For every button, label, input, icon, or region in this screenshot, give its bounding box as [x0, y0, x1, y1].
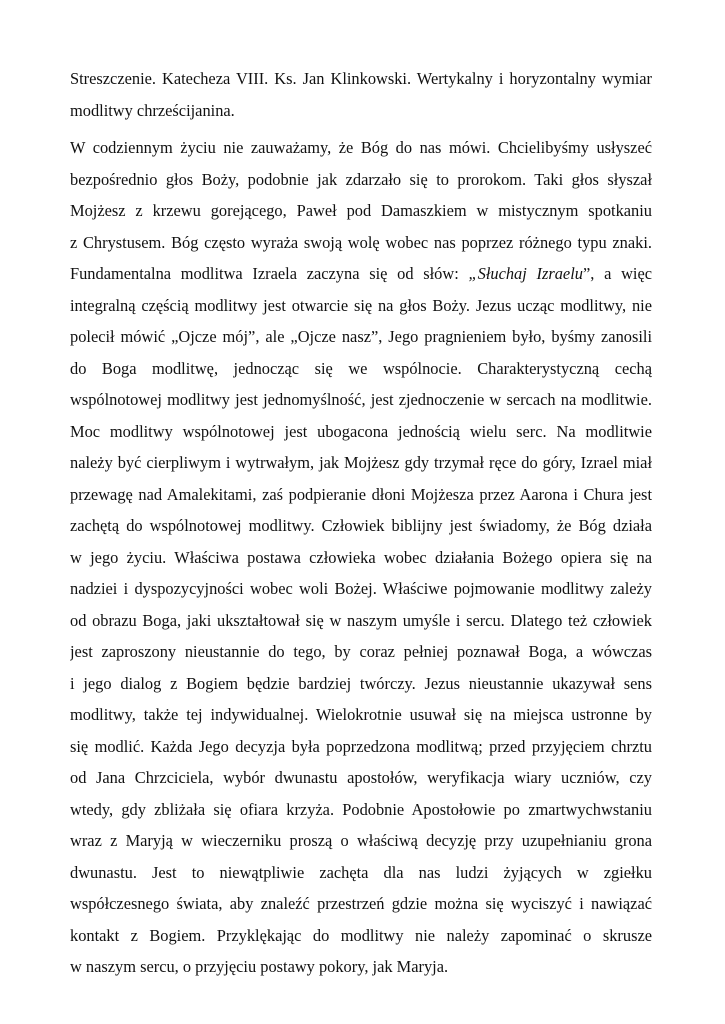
body-line: i jego dialog z Bogiem będzie bardziej twórczy. Jezus nieustannie ukazywał sens [70, 673, 652, 693]
body-line: jest zaproszony nieustannie do tego, by coraz pełniej poznawał Boga, a wówczas [70, 642, 652, 661]
body-line: od obrazu Boga, jaki ukształtował się w naszym umyśle i sercu. Dlatego też człowiek [70, 610, 652, 630]
body-line: integralną częścią modlitwy jest otwarcie się na głos Boży. Jezus ucząc modlitwy, nie [70, 295, 652, 315]
body-line-text: Fundamentalna modlitwa Izraela zaczyna się od słów: [70, 264, 459, 283]
body-line: od Jana Chrzciciela, wybór dwunastu apostołów, weryfikacja wiary uczniów, czy [70, 768, 652, 787]
body-line: przewagę nad Amalekitami, zaś podpieranie dłoni Mojżesza przez Aarona i Chura jest [70, 484, 652, 504]
body-line: współczesnego świata, aby znaleźć przestrzeń gdzie można się wyciszyć i nawiązać [70, 894, 652, 913]
body-line: modlitwy, także tej indywidualnej. Wielokrotnie usuwał się na miejsca ustronne by [70, 705, 652, 724]
body-line: wspólnotowej modlitwy jest jednomyślność, jest zjednoczenie w sercach na modlitwie. [70, 390, 652, 409]
title-line: Streszczenie. Katecheza VIII. Ks. Jan Klinkowski. Wertykalny i horyzontalny wymiar [70, 69, 652, 88]
body-line: bezpośrednio głos Boży, podobnie jak zdarzało się to prorokom. Taki głos słyszał [70, 169, 652, 189]
body-line: wraz z Maryją w wieczerniku proszą o właściwą decyzję przy uzupełnianiu grona [70, 831, 652, 850]
quote-close: ”, a więc [582, 264, 652, 283]
body-line: się modlić. Każda Jego decyzja była poprzedzona modlitwą; przed przyjęciem chrztu [70, 736, 652, 756]
document-body [70, 132, 652, 983]
body-line: dwunastu. Jest to niewątpliwie zachęta dla nas ludzi żyjących w zgiełku [70, 862, 652, 882]
body-line: należy być cierpliwym i wytrwałym, jak Mojżesz gdy trzymał ręce do góry, Izrael miał [70, 453, 652, 472]
body-line: z Chrystusem. Bóg często wyraża swoją wolę wobec nas poprzez różnego typu znaki. [70, 232, 652, 252]
body-line: Mojżesz z krzewu gorejącego, Paweł pod Damaszkiem w mistycznym spotkaniu [70, 201, 652, 220]
title-line: modlitwy chrześcijanina. [70, 100, 235, 120]
body-line-with-quote [70, 258, 652, 290]
quote-italic: „Słuchaj Izraelu [468, 264, 583, 283]
body-line: w jego życiu. Właściwa postawa człowieka wobec działania Bożego opiera się na [70, 547, 652, 567]
document-title [70, 63, 652, 126]
body-line: W codziennym życiu nie zauważamy, że Bóg do nas mówi. Chcielibyśmy usłyszeć [70, 138, 652, 157]
body-line: w naszym sercu, o przyjęciu postawy pokory, jak Maryja. [70, 957, 449, 976]
body-line: Moc modlitwy wspólnotowej jest ubogacona jednością wielu serc. Na modlitwie [70, 421, 652, 441]
body-line: wtedy, gdy zbliżała się ofiara krzyża. Podobnie Apostołowie po zmartwychwstaniu [70, 799, 652, 819]
body-line: polecił mówić „Ojcze mój”, ale „Ojcze nasz”, Jego pragnieniem było, byśmy zanosili [70, 327, 652, 346]
body-line: kontakt z Bogiem. Przyklękając do modlitwy nie należy zapominać o skrusze [70, 925, 652, 945]
body-line: zachętą do wspólnotowej modlitwy. Człowiek biblijny jest świadomy, że Bóg działa [70, 516, 652, 535]
body-line: nadziei i dyspozycyjności wobec woli Bożej. Właściwe pojmowanie modlitwy zależy [70, 579, 652, 598]
body-line: do Boga modlitwę, jednocząc się we wspólnocie. Charakterystyczną cechą [70, 358, 652, 378]
